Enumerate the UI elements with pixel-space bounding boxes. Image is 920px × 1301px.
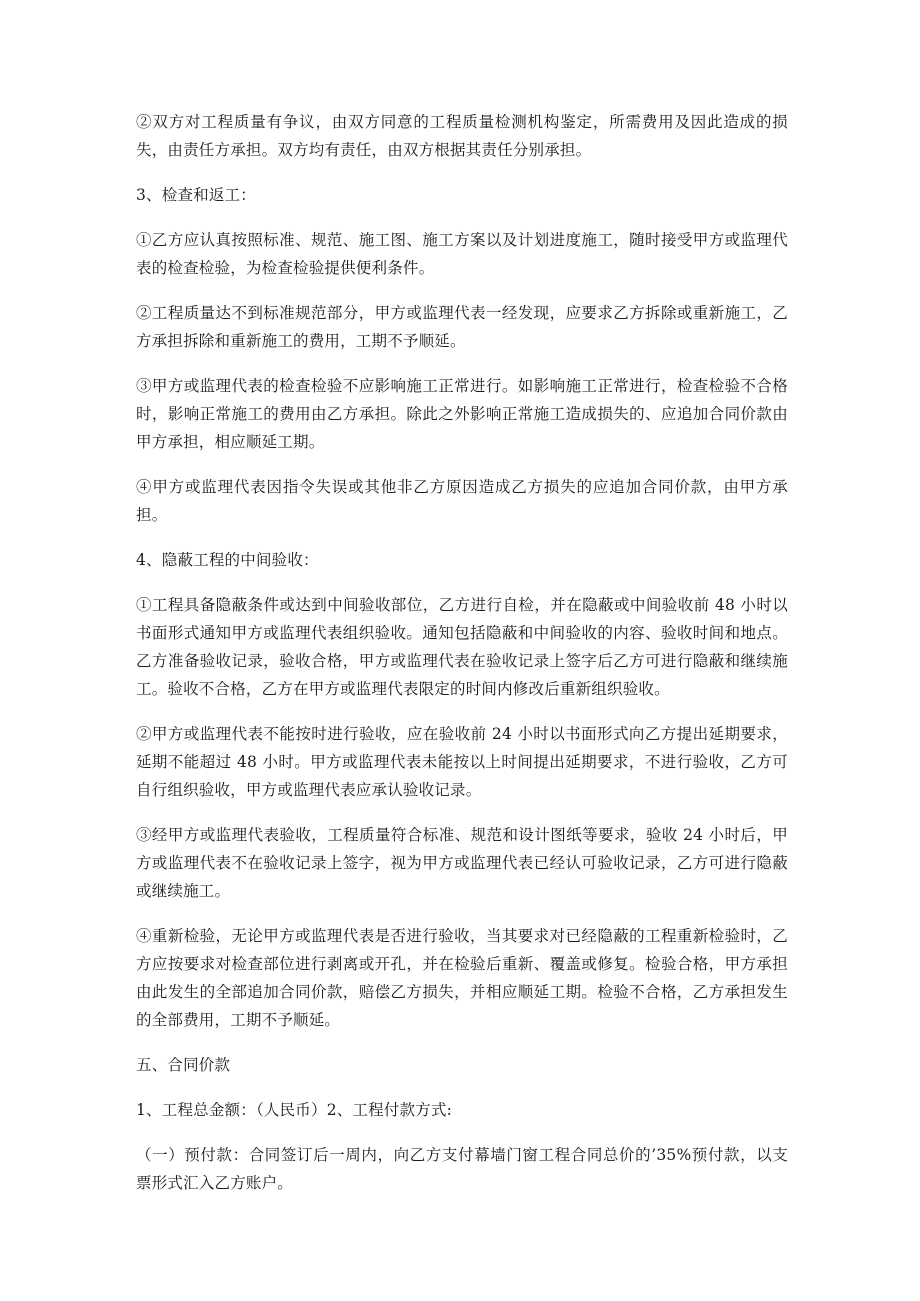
- clause-quality-dispute: ②双方对工程质量有争议，由双方同意的工程质量检测机构鉴定，所需费用及因此造成的损失，由责任方承担。双方均有责任，由双方根据其责任分别承担。: [136, 113, 788, 159]
- clause-inspection-4: ④甲方或监理代表因指令失误或其他非乙方原因造成乙方损失的应追加合同价款，由甲方承担。: [136, 478, 788, 524]
- clause-total-amount-payment: 1、工程总金额：（人民币）2、工程付款方式:: [136, 1101, 453, 1119]
- section-heading-inspection-rework: 3、检查和返工：: [136, 186, 256, 204]
- clause-concealed-4: ④重新检验，无论甲方或监理代表是否进行验收，当其要求对已经隐蔽的工程重新检验时，乙方应按要求对检查部位进行剥离或开孔，并在检验后重新、覆盖或修复。检验合格，甲方承担由此发生的全部追加合同价款，赔偿乙方损失，并相应顺延工期。检验不合格，乙方承担发生的全部费用，工期不予顺延。: [136, 927, 788, 1029]
- section-heading-concealed-works: 4、隐蔽工程的中间验收：: [136, 551, 319, 569]
- clause-advance-payment: （一）预付款：合同签订后一周内，向乙方支付幕墙门窗工程合同总价的’35%预付款，以支票形式汇入乙方账户。: [136, 1146, 788, 1192]
- document-body: [136, 108, 788, 1214]
- clause-inspection-3: ③甲方或监理代表的检查检验不应影响施工正常进行。如影响施工正常进行，检查检验不合格时，影响正常施工的费用由乙方承担。除此之外影响正常施工造成损失的、应追加合同价款由甲方承担，相应顺延工期。: [136, 377, 788, 451]
- clause-concealed-2: ②甲方或监理代表不能按时进行验收，应在验收前 24 小时以书面形式向乙方提出延期要求，延期不能超过 48 小时。甲方或监理代表未能按以上时间提出延期要求，不进行验收，乙方可自行组织验收，甲方或监理代表应承认验收记录。: [136, 725, 788, 799]
- clause-concealed-3: ③经甲方或监理代表验收，工程质量符合标准、规范和设计图纸等要求，验收 24 小时后，甲方或监理代表不在验收记录上签字，视为甲方或监理代表已经认可验收记录，乙方可进行隐蔽或继续施工。: [136, 826, 788, 900]
- section-heading-contract-price: 五、合同价款: [136, 1056, 231, 1074]
- clause-concealed-1: ①工程具备隐蔽条件或达到中间验收部位，乙方进行自检，并在隐蔽或中间验收前 48 小时以书面形式通知甲方或监理代表组织验收。通知包括隐蔽和中间验收的内容、验收时间和地点。乙方准备验收记录，验收合格，甲方或监理代表在验收记录上签字后乙方可进行隐蔽和继续施工。验收不合格，乙方在甲方或监理代表限定的时间内修改后重新组织验收。: [136, 596, 788, 698]
- clause-inspection-2: ②工程质量达不到标准规范部分，甲方或监理代表一经发现，应要求乙方拆除或重新施工，乙方承担拆除和重新施工的费用，工期不予顺延。: [136, 304, 788, 350]
- clause-inspection-1: ①乙方应认真按照标准、规范、施工图、施工方案以及计划进度施工，随时接受甲方或监理代表的检查检验，为检查检验提供便利条件。: [136, 231, 788, 277]
